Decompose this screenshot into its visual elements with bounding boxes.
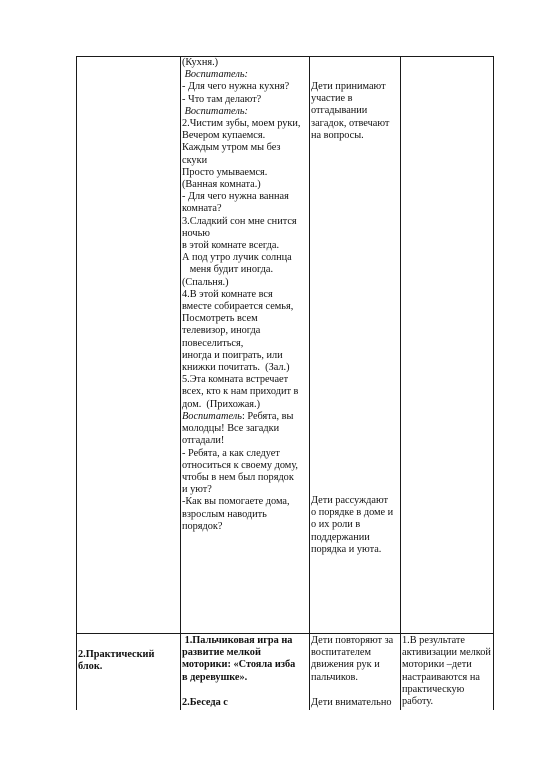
text-line (182, 496, 309, 508)
text-line: блок. (78, 661, 103, 673)
text-line (182, 374, 309, 386)
text-line (182, 57, 309, 69)
table-divider-col3 (309, 56, 310, 710)
text-line (182, 350, 309, 362)
text-line (182, 191, 309, 203)
text-line (182, 94, 309, 106)
text-line: Дети повторяют за (311, 635, 394, 646)
table-border-right (493, 56, 494, 710)
text-segment: отгадали! (182, 435, 225, 447)
text-segment: (Спальня.) (182, 276, 229, 288)
text-line (182, 313, 309, 325)
text-line (182, 386, 309, 398)
text-line (182, 130, 309, 142)
italic-segment: Воспитатель (182, 410, 242, 422)
text-segment: А под утро лучик солнца (182, 252, 292, 264)
text-line: пальчиков. (311, 671, 358, 683)
text-line: в деревушке». (182, 671, 248, 683)
text-line: Дети принимают (311, 81, 386, 92)
text-line (182, 264, 309, 276)
text-line: Дети рассуждают (311, 495, 389, 506)
text-line: поддержании (311, 531, 370, 543)
text-line: о порядке в доме и (311, 507, 394, 519)
text-segment: Посмотреть всем (182, 313, 258, 325)
text-line: моторики: «Стояла изба (182, 659, 296, 671)
text-line (182, 69, 309, 81)
text-segment: комната? (182, 203, 222, 215)
text-line: 1.Пальчиковая игра на (182, 635, 293, 646)
text-line (182, 81, 309, 93)
text-line: участие в (311, 93, 353, 105)
text-segment: 2.Чистим зубы, моем руки, (182, 118, 301, 130)
text-line (182, 301, 309, 313)
text-line: 1.В результате (402, 635, 465, 646)
text-line: Дети внимательно (311, 697, 392, 708)
text-segment: меня будит иногда. (182, 264, 274, 276)
text-line (182, 362, 309, 374)
text-line: 2.Практический (78, 649, 155, 660)
row1-children-activity-2 (311, 495, 400, 556)
text-line (182, 240, 309, 252)
row2-conversation-title (182, 697, 309, 709)
text-line (182, 142, 309, 154)
text-line: движения рук и (311, 659, 380, 671)
text-segment: дом. (Прихожая.) (182, 398, 261, 410)
text-segment: и уют? (182, 484, 212, 496)
text-segment: повеселиться, (182, 337, 244, 349)
text-line (182, 325, 309, 337)
text-line (182, 228, 309, 240)
text-line: 2.Беседа с (182, 697, 228, 708)
text-segment: относиться к своему дому, (182, 459, 299, 471)
text-line: порядка и уюта. (311, 543, 382, 555)
text-line: загадок, отвечают (311, 117, 390, 129)
text-line (182, 289, 309, 301)
italic-segment: Воспитатель: (182, 105, 248, 117)
text-line (182, 399, 309, 411)
text-segment: чтобы в нем был порядок (182, 471, 294, 483)
text-line (182, 338, 309, 350)
text-segment: Вечером купаемся. (182, 130, 266, 142)
text-line: о их роли в (311, 519, 361, 531)
text-line (182, 411, 309, 423)
text-line (182, 484, 309, 496)
text-segment: : Ребята, вы (241, 410, 294, 422)
table-divider-col2 (180, 56, 181, 710)
text-line: развитие мелкой (182, 647, 261, 659)
text-line (182, 155, 309, 167)
text-line: настраиваются на (402, 671, 480, 683)
text-line (182, 423, 309, 435)
text-segment: - Для чего нужна ванная (182, 191, 289, 203)
text-segment: 4.В этой комнате вся (182, 288, 273, 300)
text-line: воспитателем (311, 647, 372, 659)
text-line: практическую (402, 683, 465, 695)
text-segment: телевизор, иногда (182, 325, 261, 337)
text-segment: молодцы! Все загадки (182, 423, 280, 435)
table-divider-col4 (400, 56, 401, 710)
text-segment: 5.Эта комната встречает (182, 374, 289, 386)
table-row-divider (76, 633, 494, 634)
table-border-left (76, 56, 77, 710)
row2-children-activity-1 (311, 635, 400, 684)
text-segment: книжки почитать. (Зал.) (182, 362, 290, 374)
text-line (182, 472, 309, 484)
text-line (182, 448, 309, 460)
text-segment: вместе собирается семья, (182, 301, 294, 313)
text-segment: 3.Сладкий сон мне снится (182, 215, 297, 227)
text-line: активизации мелкой (402, 647, 491, 659)
text-segment: взрослым наводить (182, 508, 267, 520)
row1-content-cell (182, 57, 309, 533)
text-line (182, 460, 309, 472)
text-segment: Просто умываемся. (182, 166, 268, 178)
text-line (182, 118, 309, 130)
text-line (182, 216, 309, 228)
text-line: отгадывании (311, 105, 368, 117)
text-line (182, 203, 309, 215)
text-line (182, 252, 309, 264)
row2-expected-result (402, 635, 493, 708)
text-segment: - Что там делают? (182, 93, 262, 105)
text-segment: ночью (182, 227, 210, 239)
text-line (182, 277, 309, 289)
text-segment: (Кухня.) (182, 57, 219, 68)
row2-block-title (78, 649, 179, 673)
text-line: работу. (402, 696, 434, 708)
text-line (182, 167, 309, 179)
text-segment: - Ребята, а как следует (182, 447, 280, 459)
text-line (182, 106, 309, 118)
row2-children-activity-2 (311, 697, 400, 709)
text-line (182, 179, 309, 191)
text-segment: - Для чего нужна кухня? (182, 81, 290, 93)
text-segment: скуки (182, 154, 208, 166)
text-segment: в этой комнате всегда. (182, 240, 280, 252)
text-line (182, 521, 309, 533)
text-segment: Каждым утром мы без (182, 142, 281, 154)
row1-children-activity-1 (311, 81, 400, 142)
text-segment: -Как вы помогаете дома, (182, 496, 290, 508)
text-segment: иногда и поиграть, или (182, 349, 283, 361)
text-line (182, 435, 309, 447)
italic-segment: Воспитатель: (182, 69, 248, 81)
text-segment: всех, кто к нам приходит в (182, 386, 299, 398)
text-line: на вопросы. (311, 129, 364, 141)
text-segment: порядок? (182, 520, 223, 532)
row2-activity-title (182, 635, 309, 684)
text-line: моторики –дети (402, 659, 472, 671)
text-segment: (Ванная комната.) (182, 179, 261, 191)
text-line (182, 509, 309, 521)
